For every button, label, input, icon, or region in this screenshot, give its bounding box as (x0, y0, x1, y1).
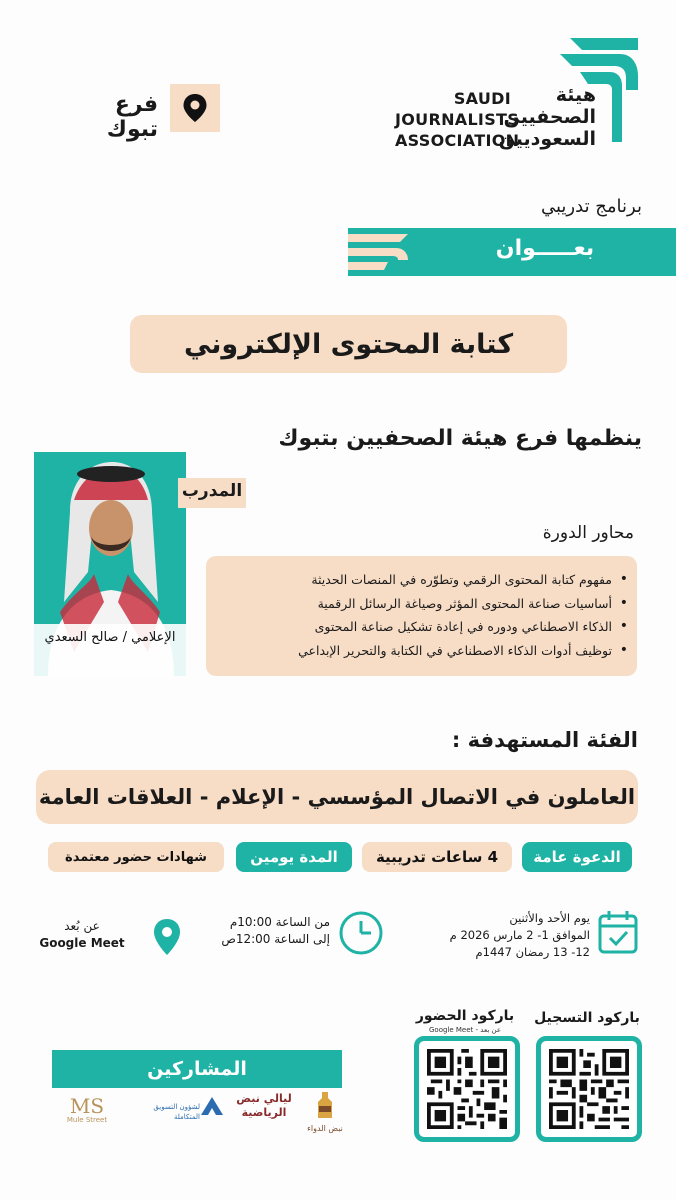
date-days: يوم الأحد والأثنين (509, 911, 590, 925)
date-gregorian: الموافق 1- 2 مارس 2026 م (449, 928, 590, 942)
organizer-text: ينظمها فرع هيئة الصحفيين بتبوك (278, 426, 642, 451)
registration-qr-label: باركود التسجيل (534, 1010, 640, 1026)
title-band-label: بعـــــوان (495, 236, 595, 261)
logo-arabic (498, 84, 596, 150)
list-item: • مفهوم كتابة المحتوى الرقمي وتطوّره في المنصات الحديثة (216, 568, 630, 592)
logo-english (395, 88, 520, 151)
sponsor-ms-name: Mule Street (66, 1116, 108, 1124)
program-label: برنامج تدريبي (540, 196, 642, 217)
axes-title: محاور الدورة (542, 523, 634, 543)
location-pin-icon (182, 93, 208, 123)
band-stripes-icon (348, 228, 438, 276)
course-title-box (130, 315, 567, 373)
trainer-label: المدرب (181, 481, 243, 501)
location-pin-icon (152, 918, 182, 956)
sponsor-layali-name: ليالي نبض الرياضية (236, 1092, 292, 1119)
location-pin-box (170, 84, 220, 132)
list-item: • الذكاء الاصطناعي ودوره في إعادة تشكيل صناعة المحتوى (216, 615, 630, 639)
registration-qr-code[interactable] (536, 1036, 642, 1142)
branch-label: فرع تبوك (106, 92, 158, 142)
sponsor-logo-ms (50, 1096, 124, 1130)
clock-icon (338, 910, 384, 956)
certificates-badge: شهادات حضور معتمدة (48, 842, 224, 872)
attendance-qr-code[interactable] (414, 1036, 520, 1142)
sponsor-logo-marketing (130, 1096, 224, 1130)
logo-ar-line-2: الصحفيين (503, 106, 596, 128)
remote-platform: Google Meet (39, 936, 125, 950)
attendance-qr-sublabel: عن بعد - Google Meet (428, 1026, 502, 1034)
invitation-badge: الدعوة عامة (522, 842, 632, 872)
triangle-logo-icon (200, 1096, 224, 1116)
hours-badge: 4 ساعات تدريبية (362, 842, 512, 872)
sponsor-logo-dawaa (300, 1090, 350, 1136)
logo-ar-line-1: هيئة (555, 84, 596, 106)
attendance-qr-label: باركود الحضور (415, 1008, 515, 1024)
logo-en-line-1: SAUDI (453, 89, 511, 108)
partners-title: المشاركين (147, 1058, 247, 1080)
course-title: كتابة المحتوى الإلكتروني (183, 328, 514, 360)
logo-en-line-2: JOURNALISTS (395, 110, 520, 129)
axes-list (216, 568, 630, 662)
sponsor-dawaa-name: نبض الدواء (307, 1124, 343, 1133)
list-item: • توظيف أدوات الذكاء الاصطناعي في الكتابة والتحرير الإبداعي (216, 639, 630, 663)
time-block (196, 914, 330, 948)
time-from: من الساعة 10:00م (229, 915, 330, 929)
ms-monogram-icon: MS (69, 1094, 105, 1118)
sponsor-marketing-name: لشؤون التسويق المتكاملة (153, 1103, 200, 1121)
partners-band (52, 1050, 342, 1088)
time-to: إلى الساعة 12:00ص (221, 932, 330, 946)
logo-en-line-3: ASSOCIATION (395, 131, 520, 150)
trainer-name: الإعلامي / صالح السعدي (44, 630, 176, 645)
list-item: • أساسيات صناعة المحتوى المؤثر وصياغة الرسائل الرقمية (216, 592, 630, 616)
logo-ar-line-3: السعوديين (498, 128, 596, 150)
remote-label: عن بُعد (64, 919, 100, 933)
target-box (36, 770, 638, 824)
qr-code-icon (549, 1049, 629, 1129)
duration-badge: المدة يومين (236, 842, 352, 872)
bottle-icon (300, 1090, 350, 1120)
remote-block (36, 918, 128, 952)
qr-code-icon (427, 1049, 507, 1129)
date-block (400, 910, 590, 961)
target-audience: العاملون في الاتصال المؤسسي - الإعلام - العلاقات العامة (38, 785, 636, 809)
calendar-icon (598, 910, 638, 954)
date-hijri: 12- 13 رمضان 1447م (475, 945, 590, 959)
target-title: الفئة المستهدفة : (451, 728, 638, 752)
sponsor-logo-layali (232, 1092, 296, 1138)
